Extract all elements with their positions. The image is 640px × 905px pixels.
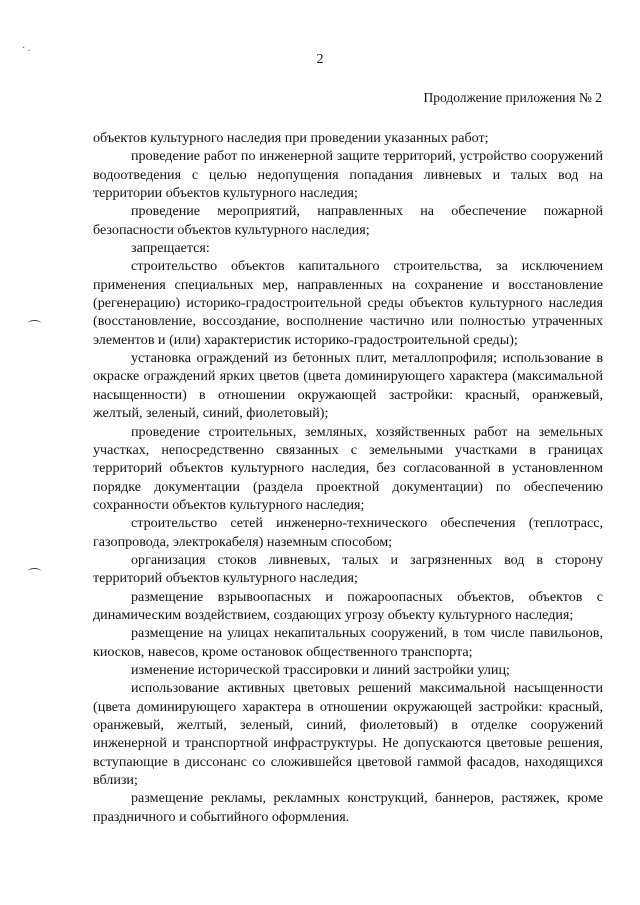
paragraph: строительство объектов капитального строительства, за исключением применения специальных мер, направленных на сохранение и восстановление (регенерацию) историко-градостроительной среды объектов культурного наследия (восстановление, воссоздание, восполнение частично или полностью утраченных элементов и (или) характеристик историко-градостроительной среды); (93, 258, 603, 348)
paragraph: размещение рекламы, рекламных конструкций, баннеров, растяжек, кроме праздничного и событийного оформления. (93, 790, 603, 825)
document-body (93, 129, 603, 826)
scan-dot-mark: · . (22, 43, 31, 54)
paragraph: изменение исторической трассировки и линий застройки улиц; (131, 661, 510, 678)
margin-punch-mark (28, 320, 41, 326)
paragraph: проведение строительных, земляных, хозяйственных работ на земельных участках, непосредственно связанных с земельными участками в границах территорий объектов культурного наследия, без согласованной в установленном порядке документации (раздела проектной документации) по обеспечению сохранности объектов культурного наследия; (93, 423, 603, 513)
paragraph: организация стоков ливневых, талых и загрязненных вод в сторону территорий объектов культурного наследия; (93, 551, 603, 587)
paragraph: проведение работ по инженерной защите территорий, устройство сооружений водоотведения с целью недопущения попадания ливневых и талых вод на территории объектов культурного наследия; (93, 148, 603, 202)
paragraph: проведение мероприятий, направленных на обеспечение пожарной безопасности объектов культурного наследия; (93, 203, 603, 238)
paragraph: размещение на улицах некапитальных сооружений, в том числе павильонов, киосков, навесов, кроме остановок общественного транспорта; (93, 625, 603, 660)
appendix-continuation-note: Продолжение приложения № 2 (423, 90, 602, 105)
paragraph: объектов культурного наследия при проведении указанных работ; (93, 130, 489, 146)
paragraph: установка ограждений из бетонных плит, металлопрофиля; использование в окраске ограждений ярких цветов (цвета доминирующего характера (максимальной насыщенности) в отношении окружающей застройки: красный, оранжевый, желтый, зеленый, синий, фиолетовый); (93, 350, 603, 422)
margin-punch-mark (28, 568, 41, 574)
paragraph-heading: запрещается: (131, 240, 210, 257)
paragraph: строительство сетей инженерно-технического обеспечения (теплотрасс, газопровода, электрокабеля) наземным способом; (93, 515, 603, 550)
page-number: 2 (316, 52, 324, 67)
paragraph: использование активных цветовых решений максимальной насыщенности (цвета доминирующего характера в отношении окружающей застройки: красный, оранжевый, желтый, зеленый, синий, фиолетовый) в отделке сооружений инженерной и транспортной инфраструктуры. Не допускаются цветовые решения, вступающие в диссонанс со сложившейся цветовой гаммой фасадов, находящихся вблизи; (93, 680, 603, 789)
paragraph: размещение взрывоопасных и пожароопасных объектов, объектов с динамическим воздействием, создающих угрозу объекту культурного наследия; (93, 588, 603, 623)
